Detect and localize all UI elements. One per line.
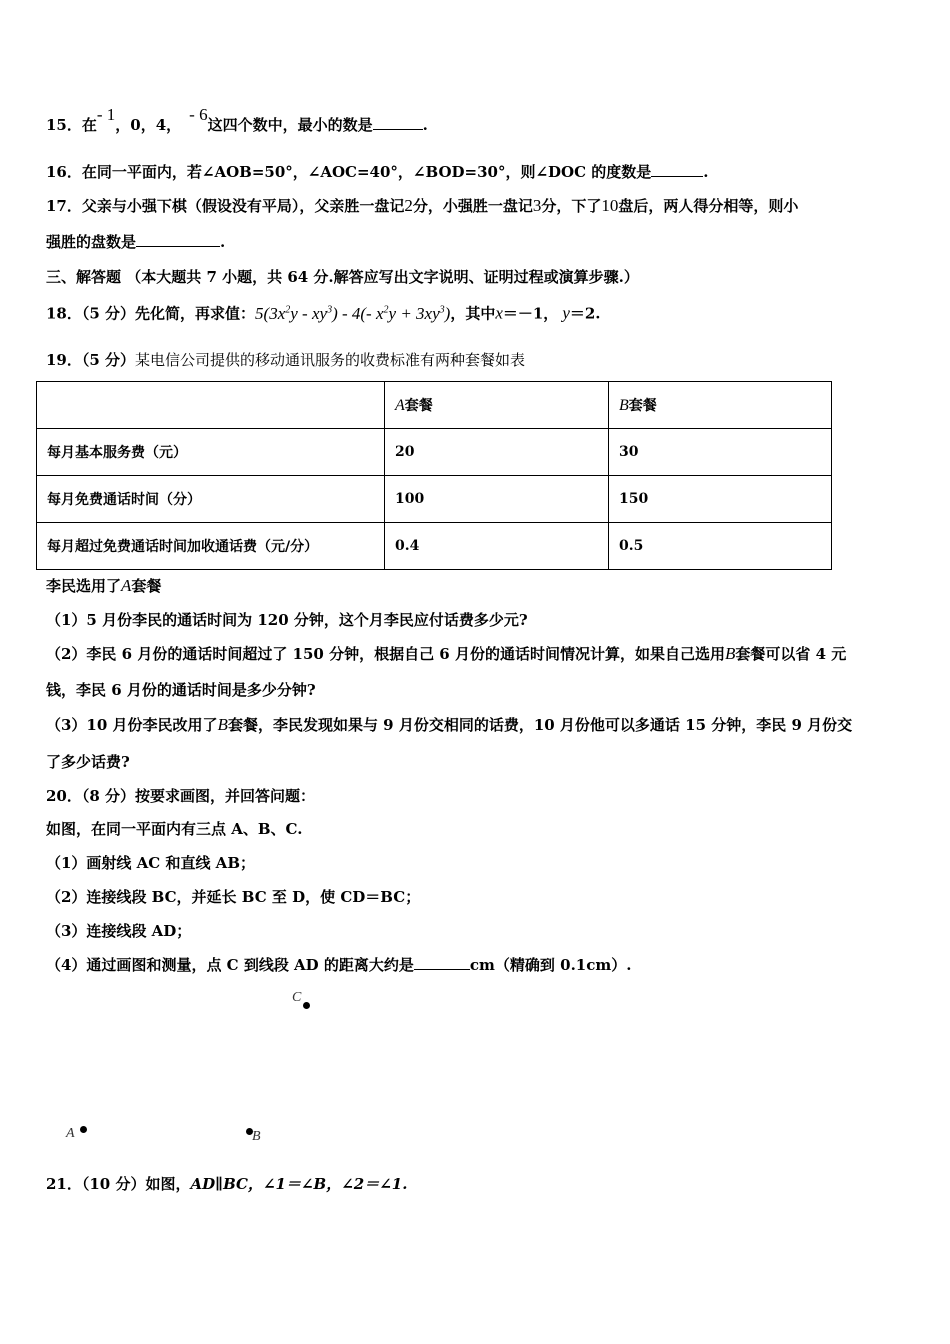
- q19-sub2-b: 套餐可以省 4 元: [735, 645, 847, 663]
- q17-line2-text: 强胜的盘数是: [46, 233, 137, 251]
- q18-sup-a: 2: [285, 304, 291, 315]
- q20-sub4-a: （4）通过画图和测量，点 C 到线段 AD 的距离大约是: [46, 956, 414, 974]
- q19-intro-var: A: [121, 576, 132, 595]
- q18-expr-a: 5(3x: [255, 303, 286, 323]
- q17-num-10: 10: [601, 196, 619, 215]
- q18-x-var: x: [495, 303, 503, 323]
- table-row-label: 每月超过免费通话时间加收通话费（元/分）: [37, 523, 385, 570]
- q20-sub4: [46, 955, 631, 975]
- table-header-b: [609, 382, 832, 429]
- table-cell-a: 0.4: [385, 523, 609, 570]
- q19-sub2-a: （2）李民 6 月份的通话时间超过了 150 分钟，根据自己 6 月份的通话时间情况计算，如果自己选用: [46, 645, 725, 663]
- q19-sub3-b: 套餐，李民发现如果与 9 月份交相同的话费，10 月份他可以多通话 15 分钟，李民 9 月份交: [227, 716, 853, 734]
- q18-y-value: ＝2.: [569, 304, 601, 323]
- q17-part2: 分，小强胜一盘记: [412, 197, 533, 215]
- q18-expr-d: y + 3xy: [388, 303, 440, 323]
- q18-x-value: ＝－1，: [502, 304, 559, 323]
- q19-prefix: 19．（5 分）: [46, 351, 136, 369]
- q19-intro-b: 套餐: [131, 577, 162, 595]
- q17-end: .: [220, 233, 226, 251]
- question-17: [46, 196, 798, 216]
- q21-expression: AD∥BC，∠1＝∠B，∠2＝∠1.: [190, 1175, 408, 1193]
- question-15: [46, 105, 428, 135]
- q15-mid: ，0，4，: [115, 116, 182, 134]
- q18-expr-b: y - xy: [290, 303, 328, 323]
- section-3-title: 三、解答题 （本大题共 7 小题，共 64 分.解答应写出文字说明、证明过程或演算步骤.）: [46, 268, 639, 286]
- q19-sub2-var: B: [724, 644, 736, 663]
- q17-num-2: 2: [404, 196, 413, 215]
- q19-sub1: （1）5 月份李民的通话时间为 120 分钟，这个月李民应付话费多少元?: [46, 611, 528, 629]
- q18-expression: [255, 304, 450, 323]
- q18-mid: ，其中: [450, 304, 496, 323]
- q20-title: 20．（8 分）按要求画图，并回答问题：: [46, 787, 316, 805]
- question-18: [46, 300, 601, 324]
- table-header-row: [37, 382, 832, 429]
- q18-sup-b: 3: [327, 304, 333, 315]
- question-19: [46, 350, 525, 370]
- q18-sup-d: 3: [439, 304, 445, 315]
- q19-sub2: [46, 644, 846, 664]
- q18-prefix: 18．（5 分）先化简，再求值：: [46, 304, 256, 323]
- table-header-a-var: A: [395, 397, 405, 414]
- table-cell-a: 20: [385, 429, 609, 476]
- table-row: [37, 476, 832, 523]
- q19-sub3-a: （3）10 月份李民改用了: [46, 716, 218, 734]
- table-header-empty: [37, 382, 385, 429]
- q15-answer-blank: [373, 115, 423, 130]
- q19-sub3-var: B: [217, 715, 228, 734]
- fee-table: [36, 381, 832, 570]
- point-c-dot: [303, 1002, 310, 1009]
- q19-intro: [46, 576, 161, 596]
- q16-answer-blank: [651, 162, 703, 177]
- q19-sub2-line2: 钱，李民 6 月份的通话时间是多少分钟?: [46, 681, 316, 699]
- q18-sup-c: 2: [383, 304, 389, 315]
- point-a-label: A: [66, 1126, 75, 1141]
- question-21: [46, 1174, 407, 1194]
- point-a-dot: [80, 1126, 87, 1133]
- q20-sub1: （1）画射线 AC 和直线 AB；: [46, 854, 255, 872]
- table-header-a: [385, 382, 609, 429]
- q19-intro-a: 李民选用了: [46, 577, 122, 595]
- table-header-a-suffix: 套餐: [404, 398, 433, 414]
- q20-sub3: （3）连接线段 AD；: [46, 922, 192, 940]
- q16-end: .: [703, 163, 709, 181]
- q17-part4: 盘后，两人得分相等，则小: [618, 197, 799, 215]
- point-b-label: B: [252, 1129, 261, 1144]
- q18-expr-c: ) - 4(- x: [332, 303, 384, 323]
- table-header-b-var: B: [619, 397, 629, 414]
- question-16: [46, 162, 709, 182]
- q21-prefix: 21．（10 分）如图，: [46, 1175, 191, 1193]
- q20-answer-blank: [414, 955, 470, 970]
- q20-sub2: （2）连接线段 BC，并延长 BC 至 D，使 CD＝BC；: [46, 888, 421, 906]
- table-header-b-suffix: 套餐: [628, 398, 657, 414]
- q20-sub4-b: cm（精确到 0.1cm）.: [469, 956, 632, 974]
- q16-text: 16．在同一平面内，若∠AOB=50°，∠AOC=40°，∠BOD=30°，则∠DOC 的度数是: [46, 163, 652, 181]
- table-cell-b: 30: [609, 429, 832, 476]
- table-cell-b: 0.5: [609, 523, 832, 570]
- table-row: [37, 523, 832, 570]
- q15-end: .: [422, 116, 428, 134]
- q17-num-3: 3: [532, 196, 542, 215]
- table-row-label: 每月基本服务费（元）: [37, 429, 385, 476]
- question-17-line2: [46, 232, 225, 252]
- q15-number-neg1: - 1: [96, 105, 116, 124]
- q20-intro: 如图，在同一平面内有三点 A、B、C.: [46, 820, 303, 838]
- q15-prefix: 15．在: [46, 116, 97, 134]
- q15-number-neg6: - 6: [189, 105, 208, 124]
- q17-part3: 分，下了: [541, 197, 602, 215]
- q19-sub3: [46, 715, 852, 735]
- q17-part1: 17．父亲与小强下棋（假设没有平局），父亲胜一盘记: [46, 197, 405, 215]
- q19-text: 某电信公司提供的移动通讯服务的收费标准有两种套餐如表: [135, 351, 526, 369]
- q18-y-var: y: [562, 303, 570, 323]
- table-row: [37, 429, 832, 476]
- q19-sub3-line2: 了多少话费?: [46, 753, 130, 771]
- table-cell-b: 150: [609, 476, 832, 523]
- q15-suffix: 这四个数中，最小的数是: [207, 116, 373, 134]
- q18-expr-e: ): [444, 303, 451, 323]
- point-c-label: C: [292, 990, 302, 1005]
- q17-answer-blank: [136, 232, 220, 247]
- table-row-label: 每月免费通话时间（分）: [37, 476, 385, 523]
- table-cell-a: 100: [385, 476, 609, 523]
